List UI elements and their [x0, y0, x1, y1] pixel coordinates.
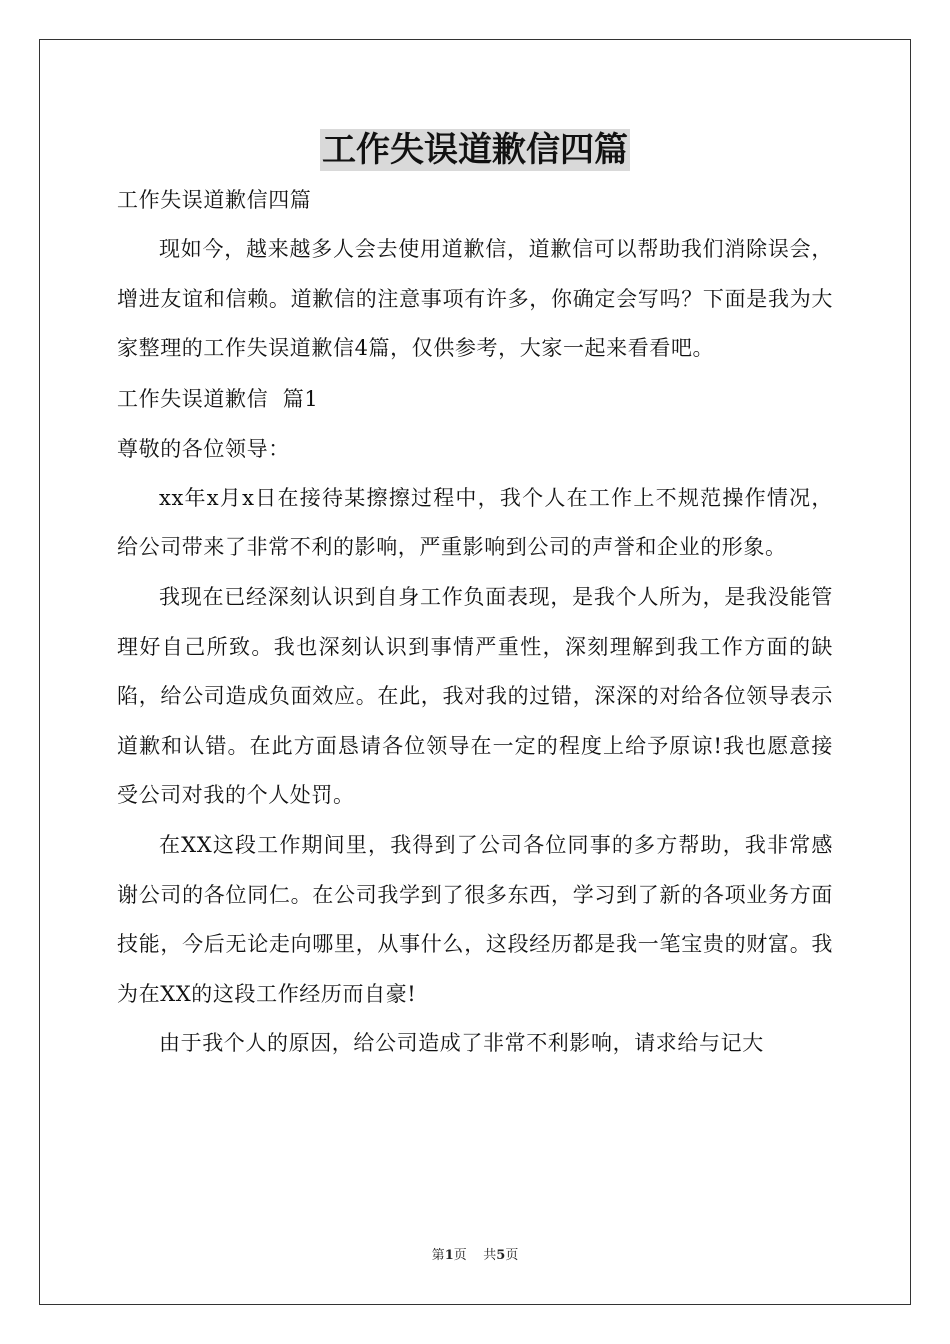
body-paragraph-2: 我现在已经深刻认识到自身工作负面表现，是我个人所为，是我没能管理好自己所致。我也深刻认识到事情严重性，深刻理解到我工作方面的缺陷，给公司造成负面效应。在此，我对我的过错，深深的对给各位领导表示道歉和认错。在此方面恳请各位领导在一定的程度上给予原谅!我也愿意接受公司对我的个人处罚。: [117, 584, 833, 808]
footer-total-pages: 5: [496, 1248, 506, 1263]
footer-middle: 页 共: [453, 1248, 497, 1263]
document-title: [0, 128, 950, 172]
intro-paragraph: 现如今，越来越多人会去使用道歉信，道歉信可以帮助我们消除误会，增进友谊和信赖。道歉信的注意事项有许多，你确定会写吗？下面是我为大家整理的工作失误道歉信4篇，仅供参考，大家一起来看看吧。: [117, 237, 833, 361]
document-title-text: 工作失误道歉信四篇: [322, 130, 628, 170]
subtitle-line: 工作失误道歉信四篇: [117, 188, 312, 212]
body-paragraph-3: 在XX这段工作期间里，我得到了公司各位同事的多方帮助，我非常感谢公司的各位同仁。在公司我学到了很多东西，学习到了新的各项业务方面技能，今后无论走向哪里，从事什么，这段经历都是我一笔宝贵的财富。我为在XX的这段工作经历而自豪!: [117, 832, 833, 1006]
page-footer: [0, 1246, 950, 1266]
footer-page-number: 1: [444, 1248, 454, 1263]
document-body: [117, 175, 833, 1069]
section-heading: 工作失误道歉信 篇1: [117, 386, 319, 411]
salutation: 尊敬的各位领导：: [117, 436, 290, 461]
body-paragraph-1: xx年x月x日在接待某擦擦过程中，我个人在工作上不规范操作情况，给公司带来了非常不利的影响，严重影响到公司的声誉和企业的形象。: [117, 485, 833, 560]
footer-prefix: 第: [431, 1248, 445, 1263]
footer-suffix: 页: [505, 1248, 519, 1263]
body-paragraph-4: 由于我个人的原因，给公司造成了非常不利影响，请求给与记大: [159, 1031, 764, 1056]
